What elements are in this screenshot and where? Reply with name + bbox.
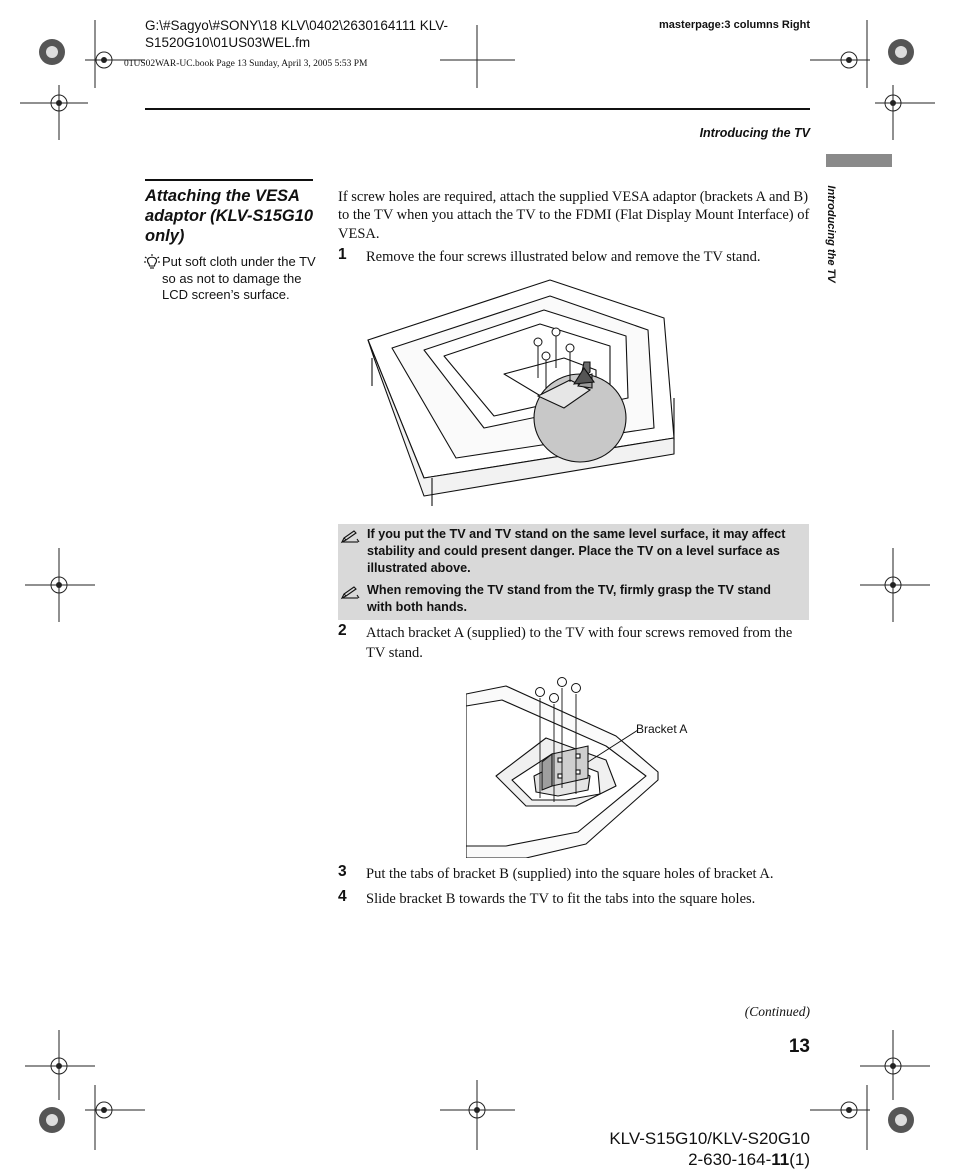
step-number: 3 bbox=[338, 863, 347, 880]
part-code-bold: 11 bbox=[771, 1150, 790, 1169]
step-text: Put the tabs of bracket B (supplied) into the square holes of bracket A. bbox=[366, 866, 774, 882]
model-numbers: KLV-S15G10/KLV-S20G10 bbox=[609, 1129, 810, 1148]
bracket-a-attach-illustration bbox=[466, 676, 662, 858]
part-code-suffix: (1) bbox=[789, 1150, 810, 1169]
section-rule bbox=[145, 179, 313, 181]
part-code-prefix: 2-630-164- bbox=[688, 1150, 772, 1169]
masterpage-label: masterpage:3 columns Right bbox=[659, 19, 810, 31]
part-code bbox=[560, 1149, 810, 1170]
intro-paragraph: If screw holes are required, attach the supplied VESA adaptor (brackets A and B) to the TV when you attach the TV to the FDMI (Flat Display Mount Interface) of VESA. bbox=[338, 189, 810, 242]
section-title: Attaching the VESA adaptor (KLV-S15G10 only) bbox=[145, 187, 314, 245]
file-path: G:\#Sagyo\#SONY\18 KLV\0402\2630164111 KLV-S1520G10\01US03WEL.fm bbox=[145, 18, 448, 50]
page-number: 13 bbox=[788, 1036, 810, 1057]
step-number: 4 bbox=[338, 888, 347, 905]
note-text: When removing the TV stand from the TV, firmly grasp the TV stand with both hands. bbox=[367, 583, 771, 614]
step-text: Remove the four screws illustrated below and remove the TV stand. bbox=[366, 249, 761, 265]
continued-label: (Continued) bbox=[744, 1004, 810, 1019]
running-head: Introducing the TV bbox=[699, 126, 810, 140]
header-rule bbox=[145, 108, 810, 110]
chapter-tab bbox=[826, 154, 892, 167]
caution-notes-box bbox=[338, 524, 809, 620]
step-number: 2 bbox=[338, 622, 347, 639]
book-info: 01US02WAR-UC.book Page 13 Sunday, April 3, 2005 5:53 PM bbox=[124, 59, 368, 69]
pencil-note-icon bbox=[340, 530, 360, 544]
tv-stand-removal-illustration bbox=[364, 278, 684, 510]
note-text: If you put the TV and TV stand on the same level surface, it may affect stability and could present danger. Place the TV on a level surface as illustrated above. bbox=[367, 527, 786, 575]
step-text: Attach bracket A (supplied) to the TV with four screws removed from the TV stand. bbox=[366, 625, 793, 661]
pencil-note-icon bbox=[340, 586, 360, 600]
bracket-a-callout: Bracket A bbox=[636, 722, 688, 736]
chapter-tab-label: Introducing the TV bbox=[825, 185, 837, 283]
step-number: 1 bbox=[338, 246, 347, 263]
lightbulb-tip-icon bbox=[144, 254, 160, 272]
model-info bbox=[560, 1128, 810, 1170]
step-text: Slide bracket B towards the TV to fit the tabs into the square holes. bbox=[366, 891, 756, 907]
tip-text: Put soft cloth under the TV so as not to damage the LCD screen’s surface. bbox=[162, 254, 316, 303]
